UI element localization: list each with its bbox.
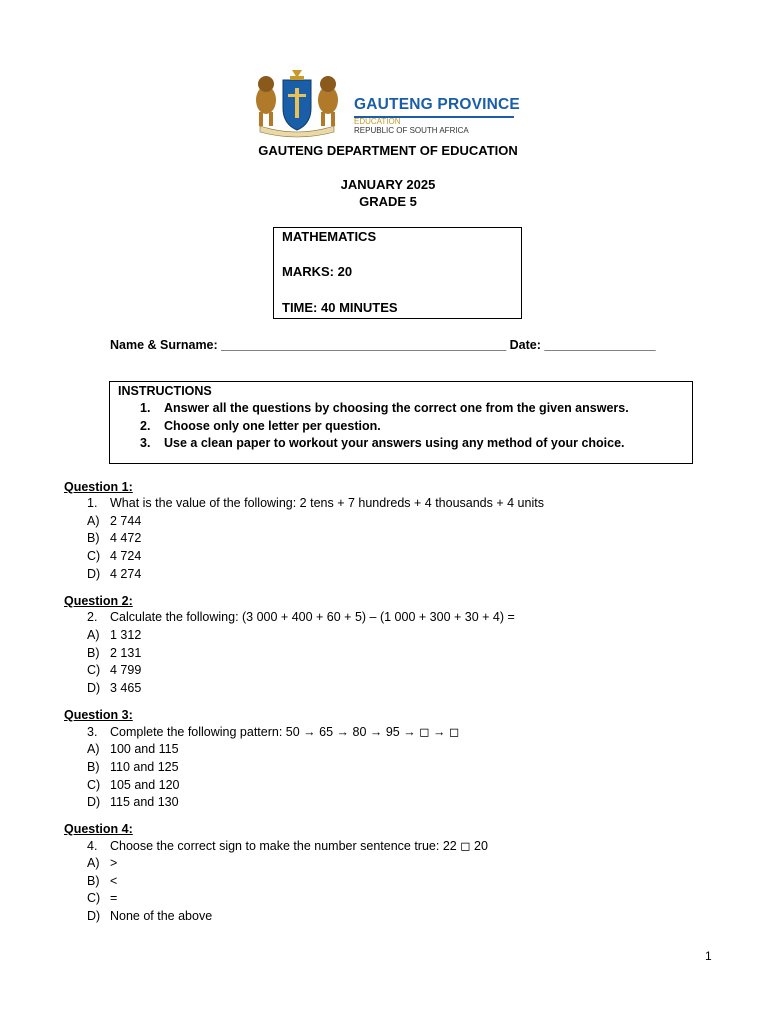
option-text: 4 274 bbox=[110, 567, 142, 581]
gauteng-logo bbox=[246, 66, 536, 140]
instructions-title: INSTRUCTIONS bbox=[118, 384, 212, 398]
option-text: 115 and 130 bbox=[110, 795, 179, 809]
answer-option bbox=[87, 795, 179, 809]
logo-subtitle-education: EDUCATION bbox=[354, 117, 401, 126]
answer-option bbox=[87, 891, 117, 905]
marks-label: MARKS: 20 bbox=[282, 264, 353, 279]
department-title: GAUTENG DEPARTMENT OF EDUCATION bbox=[258, 143, 518, 158]
option-label: C) bbox=[87, 778, 101, 792]
option-text: < bbox=[110, 874, 118, 888]
question-heading: Question 4: bbox=[64, 822, 133, 836]
option-label: B) bbox=[87, 760, 100, 774]
option-text: 4 724 bbox=[110, 549, 142, 563]
question-number: 3. bbox=[87, 725, 98, 739]
instruction-number: 1. bbox=[140, 401, 151, 415]
option-text: 100 and 115 bbox=[110, 742, 179, 756]
option-label: D) bbox=[87, 909, 101, 923]
option-label: B) bbox=[87, 874, 100, 888]
option-label: C) bbox=[87, 663, 101, 677]
subject-label: MATHEMATICS bbox=[282, 229, 377, 244]
exam-grade: GRADE 5 bbox=[359, 194, 417, 209]
option-label: C) bbox=[87, 891, 101, 905]
option-text: 3 465 bbox=[110, 681, 142, 695]
question-stem: Calculate the following: (3 000 + 400 + 60 + 5) – (1 000 + 300 + 30 + 4) = bbox=[110, 610, 515, 624]
option-label: D) bbox=[87, 567, 101, 581]
question-stem: What is the value of the following: 2 tens + 7 hundreds + 4 thousands + 4 units bbox=[110, 496, 544, 510]
answer-option bbox=[87, 909, 212, 923]
answer-option bbox=[87, 646, 141, 660]
option-label: B) bbox=[87, 531, 100, 545]
question-number: 1. bbox=[87, 496, 98, 510]
instruction-number: 2. bbox=[140, 419, 151, 433]
question-number: 4. bbox=[87, 839, 98, 853]
option-text: 110 and 125 bbox=[110, 760, 179, 774]
option-label: B) bbox=[87, 646, 100, 660]
option-label: D) bbox=[87, 681, 101, 695]
logo-title: GAUTENG PROVINCE bbox=[354, 96, 520, 113]
option-label: D) bbox=[87, 795, 101, 809]
option-text: 2 131 bbox=[110, 646, 142, 660]
question-heading: Question 2: bbox=[64, 594, 133, 608]
answer-option bbox=[87, 549, 141, 563]
answer-option bbox=[87, 663, 141, 677]
option-text: > bbox=[110, 856, 118, 870]
option-text: None of the above bbox=[110, 909, 213, 923]
subject-box bbox=[273, 227, 522, 319]
answer-option bbox=[87, 628, 141, 642]
exam-month: JANUARY 2025 bbox=[340, 177, 436, 192]
option-text: 2 744 bbox=[110, 514, 142, 528]
answer-option bbox=[87, 531, 141, 545]
answer-option bbox=[87, 760, 179, 774]
name-date-line: Name & Surname: _________________________________________ Date: ________________ bbox=[110, 338, 656, 352]
answer-option bbox=[87, 778, 180, 792]
instruction-text: Choose only one letter per question. bbox=[164, 419, 381, 433]
question-heading: Question 1: bbox=[64, 480, 133, 494]
instruction-text: Answer all the questions by choosing the correct one from the given answers. bbox=[164, 401, 629, 415]
option-label: A) bbox=[87, 628, 100, 642]
question-heading: Question 3: bbox=[64, 708, 133, 722]
instruction-text: Use a clean paper to workout your answers using any method of your choice. bbox=[164, 436, 625, 450]
question-text bbox=[87, 496, 544, 510]
question-text bbox=[87, 838, 488, 853]
time-label: TIME: 40 MINUTES bbox=[282, 300, 398, 315]
answer-option bbox=[87, 874, 117, 888]
option-text: 1 312 bbox=[110, 628, 142, 642]
question-text bbox=[87, 724, 459, 739]
instruction-item bbox=[140, 419, 381, 433]
answer-option bbox=[87, 742, 179, 756]
question-stem: Complete the following pattern: 50 → 65 → 80 → 95 → ◻ → ◻ bbox=[110, 725, 460, 739]
question-stem: Choose the correct sign to make the number sentence true: 22 ◻ 20 bbox=[110, 839, 488, 853]
option-label: C) bbox=[87, 549, 101, 563]
answer-option bbox=[87, 514, 141, 528]
answer-option bbox=[87, 567, 141, 581]
option-text: 4 472 bbox=[110, 531, 142, 545]
answer-option bbox=[87, 681, 141, 695]
instructions-box bbox=[109, 381, 693, 464]
option-label: A) bbox=[87, 742, 100, 756]
question-text bbox=[87, 610, 515, 624]
instruction-number: 3. bbox=[140, 436, 151, 450]
option-text: 105 and 120 bbox=[110, 778, 180, 792]
option-label: A) bbox=[87, 856, 100, 870]
option-label: A) bbox=[87, 514, 100, 528]
page-number: 1 bbox=[705, 949, 712, 963]
instruction-item bbox=[140, 436, 625, 450]
option-text: 4 799 bbox=[110, 663, 142, 677]
answer-option bbox=[87, 856, 117, 870]
option-text: = bbox=[110, 891, 118, 905]
logo-subtitle-country: REPUBLIC OF SOUTH AFRICA bbox=[354, 126, 469, 135]
coat-of-arms-icon bbox=[246, 66, 348, 138]
instruction-item bbox=[140, 401, 629, 415]
question-number: 2. bbox=[87, 610, 98, 624]
